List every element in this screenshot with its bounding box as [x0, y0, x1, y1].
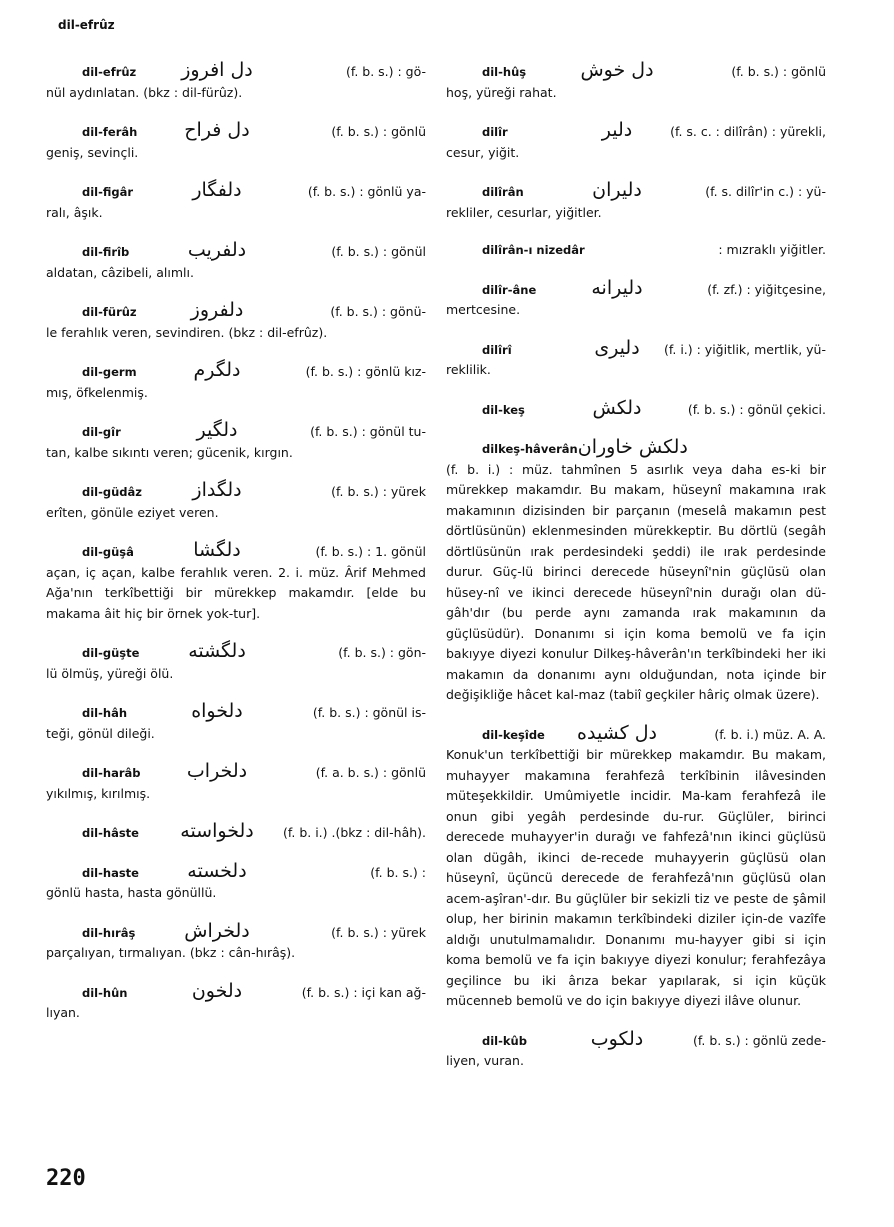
entry-first-line: [446, 278, 826, 301]
entry-first-line: [446, 723, 826, 746]
entry-grammar: (f. b. s.) : gönlü zede-: [693, 1032, 826, 1048]
entry-headword: dilîr: [482, 125, 508, 139]
dictionary-entry: [446, 120, 826, 163]
entry-first-line: [446, 60, 826, 83]
entry-grammar: (f. b. s.) : gönlü: [331, 124, 426, 139]
dictionary-entry: [446, 437, 826, 706]
dictionary-entry: [46, 641, 426, 684]
entry-grammar: (f. b. s.) : gönül is-: [312, 705, 426, 720]
entry-headword: dil-fürûz: [82, 305, 137, 319]
entry-first-line: [446, 398, 826, 421]
entry-definition: parçalıyan, tırmalıyan. (bkz : cân-hırâş).: [46, 945, 296, 960]
entry-headword: dil-güşte: [82, 646, 140, 660]
entry-definition: geniş, sevinçli.: [46, 144, 139, 160]
dictionary-entry: [46, 921, 426, 964]
entry-first-line: [46, 300, 426, 323]
entry-grammar: (f. b. s.) :: [370, 864, 426, 880]
entry-headword: dil-keş: [482, 402, 525, 417]
entry-headword: dilîrî: [482, 342, 512, 357]
dictionary-entry: [46, 120, 426, 163]
entry-arabic-script: دليرانه: [591, 276, 643, 299]
entry-definition: gönlü hasta, hasta gönüllü.: [46, 885, 217, 900]
entry-definition: lıyan.: [46, 1005, 80, 1020]
entry-headword: dil-harâb: [82, 766, 141, 780]
entry-arabic-script: دلگير: [196, 419, 238, 441]
entry-headword: dil-firîb: [82, 245, 130, 259]
entry-headword: dil-gîr: [82, 425, 121, 439]
entry-definition: ralı, âşık.: [46, 204, 103, 220]
entry-arabic-script: دلير: [601, 119, 633, 141]
entry-first-line: [446, 180, 826, 203]
dictionary-entry: [46, 540, 426, 624]
entry-grammar: (f. b. s.) : gönü-: [330, 304, 426, 319]
entry-arabic-script: دلگرم: [193, 359, 241, 381]
entry-headword: dil-hâste: [82, 826, 139, 840]
entry-first-line: [46, 240, 426, 263]
entry-headword: dil-hûş: [482, 65, 527, 79]
dictionary-entry: [46, 180, 426, 223]
entry-arabic-script: دلخسته: [187, 859, 247, 882]
entry-first-line: [46, 540, 426, 563]
entry-headword: dil-hâh: [82, 706, 128, 720]
entry-arabic-script: دل كشيده: [577, 721, 657, 744]
entry-arabic-script: دل افروز: [181, 59, 253, 81]
entry-grammar: (f. b. s.) : gönlü kız-: [305, 364, 426, 379]
entry-headword: dilîr-âne: [482, 282, 537, 297]
entry-grammar: (f. b. s.) : gön-: [338, 645, 426, 660]
dictionary-entry: [46, 761, 426, 804]
entry-definition: mış, öfkelenmiş.: [46, 384, 148, 400]
entry-definition: nül aydınlatan. (bkz : dil-fürûz).: [46, 84, 243, 100]
entry-definition: le ferahlık veren, sevindiren. (bkz : dil-efrûz).: [46, 324, 328, 340]
entry-grammar: (f. a. b. s.) : gönlü: [315, 765, 426, 780]
entry-first-line: [446, 1029, 826, 1052]
entry-first-line: [46, 861, 426, 884]
entry-definition: hoş, yüreği rahat.: [446, 84, 557, 100]
entry-headword: dil-keşîde: [482, 727, 545, 742]
entry-arabic-script: دلگشا: [193, 539, 241, 561]
entry-arabic-script: دلخراب: [186, 760, 248, 782]
entry-definition: cesur, yiğit.: [446, 144, 520, 160]
entry-grammar: (f. s. c. : dilîrân) : yürekli,: [670, 124, 826, 139]
entry-first-line: [46, 420, 426, 443]
entry-arabic-script: دلخون: [191, 979, 243, 1002]
entry-arabic-script: دلكوب: [590, 1027, 644, 1050]
entry-first-line: [46, 480, 426, 503]
entry-headword: dil-germ: [82, 365, 137, 379]
entry-definition: tan, kalbe sıkıntı veren; gücenik, kırgın.: [46, 444, 293, 460]
entry-definition: liyen, vuran.: [446, 1053, 524, 1068]
entry-arabic-script: دل خوش: [580, 59, 654, 81]
entry-first-line: [446, 338, 826, 361]
entry-grammar: (f. i.) : yiğitlik, mertlik, yü-: [664, 341, 826, 357]
entry-arabic-script: دلخواسته: [180, 820, 254, 842]
entry-grammar: (f. b. s.) : gönül tu-: [310, 424, 426, 439]
dictionary-entry: [46, 360, 426, 403]
entry-headword: dil-güşâ: [82, 545, 134, 559]
entry-headword: dil-efrûz: [82, 65, 137, 79]
left-column: [46, 60, 426, 1041]
entry-definition: Konuk'un terkîbettiği bir mürekkep makamdır. Bu makam, muhayyer makamına ferahfezâ terkîbinin ilâvesinden müteşekkildir. Umûmiyetle incidir. Ma-kam ferahfezâ ile onun gibi yegâh perdesinde du-rur. Güçlüler, birinci derecede muhayyer'in durağı ve fahfezâ'nın ikinci güçlüsü olan dügâh, ikinci de-recede muhayyerin güçlüsü olan hüseynî, üçüncü derecede de ferahfezâ'nın güçlüsü olan acem-aşîran'-dır. Bu güçlüler bir sekizli tiz ve peste de şâmil olup, her birinin makamın terkîbindeki diziler için-de vazîfe aldığı unutulmamalıdır. Donanımı mu-hayyer gibi si için koma bemolü ve fa için bakıyye diyezi konulur; ferahfezâya geçilince bu iki ârıza bekar yapılarak, si için küçük mücenneb bemolü ve do için bakıyye diyezi ilâve olunur.: [446, 747, 826, 1008]
entry-arabic-script: دل فراح: [184, 119, 250, 141]
entry-grammar: (f. b. i.) .(bkz : dil-hâh).: [283, 825, 426, 840]
dictionary-entry: [446, 180, 826, 223]
entry-headword: dil-güdâz: [82, 485, 142, 499]
entry-first-line: [446, 437, 826, 460]
dictionary-entry: [46, 300, 426, 343]
entry-headword: dil-hırâş: [82, 925, 136, 940]
entry-headword: dilkeş-hâverân: [482, 442, 578, 456]
entry-grammar: (f. b. s.) : gönlü: [731, 64, 826, 79]
dictionary-entry: [446, 398, 826, 421]
entry-arabic-script: دلگداز: [192, 479, 242, 501]
entry-arabic-script: دلكش خاوران: [577, 436, 688, 458]
entry-first-line: [46, 180, 426, 203]
entry-first-line: [46, 701, 426, 724]
entry-arabic-script: دلفريب: [187, 239, 247, 261]
dictionary-entry: [46, 240, 426, 283]
entry-arabic-script: دلفروز: [190, 299, 244, 321]
dictionary-entry: [46, 480, 426, 523]
entry-headword: dil-figâr: [82, 185, 134, 199]
entry-first-line: [446, 240, 826, 261]
entry-grammar: (f. b. s.) : içi kan ağ-: [301, 984, 426, 1000]
entry-definition: rekliler, cesurlar, yiğitler.: [446, 204, 602, 220]
dictionary-entry: [46, 861, 426, 904]
dictionary-entry: [446, 278, 826, 321]
entry-arabic-script: دلخواه: [191, 700, 243, 722]
entry-grammar: (f. b. s.) : gö-: [345, 64, 426, 79]
entry-grammar: (f. b. s.) : gönül çekici.: [687, 401, 826, 417]
entry-first-line: [46, 641, 426, 664]
dictionary-entry: [446, 1029, 826, 1072]
entry-first-line: [446, 120, 826, 143]
entry-arabic-script: دليران: [592, 179, 642, 201]
entry-headword: dilîrân-ı nizedâr: [482, 243, 585, 257]
entry-grammar: (f. b. s.) : yürek: [331, 484, 426, 499]
entry-definition: reklilik.: [446, 362, 491, 377]
entry-grammar: (f. b. s.) : gönül: [331, 244, 426, 259]
entry-arabic-script: دلكش: [592, 396, 642, 419]
dictionary-entry: [46, 60, 426, 103]
dictionary-entry: [446, 723, 826, 1012]
dictionary-entry: [446, 338, 826, 381]
entry-grammar: (f. s. dilîr'in c.) : yü-: [705, 184, 826, 199]
entry-definition: yıkılmış, kırılmış.: [46, 785, 151, 801]
entry-first-line: [46, 821, 426, 844]
entry-definition: erîten, gönüle eziyet veren.: [46, 504, 219, 520]
entry-headword: dil-ferâh: [82, 125, 138, 139]
entry-grammar: : mızraklı yiğitler.: [718, 242, 826, 257]
dictionary-entry: [46, 821, 426, 844]
right-column: [446, 60, 826, 1089]
running-head: dil-efrûz: [58, 18, 115, 32]
entry-first-line: [46, 921, 426, 944]
entry-headword: dil-haste: [82, 865, 139, 880]
entry-grammar: (f. zf.) : yiğitçesine,: [707, 281, 826, 297]
entry-definition: mertcesine.: [446, 302, 521, 317]
entry-first-line: [46, 120, 426, 143]
entry-first-line: [46, 761, 426, 784]
entry-headword: dilîrân: [482, 185, 524, 199]
entry-arabic-script: دلگشته: [188, 640, 246, 662]
entry-definition: (f. b. i.) : müz. tahmînen 5 asırlık veya daha es-ki bir mürekkep makamdır. Bu makam, hüseynî makamına ırak makamının dizisinden bir parçanın (meselâ makamın pest dörtlüsünün) eklenmesinden mürekkeptir. Bu dörtlü (segâh dörtlüsünün ırak perdesindeki şeddi) ile ırak perdesinde durur. Güç-lü birinci derecede hüseynî'nin güçlüsü olan hüsey-nî ve ikinci derecede hüseynî'nin durağı olan dü-gâh'dır (bu perde aynı zamanda ırak makamının da güçlüsüdür). Donanımı si için koma bemolü ve fa için bakıyye diyezi konulur Dilkeş-hâverân'ın terkîbindeki her iki makamın da donanımı aynı olduğundan, nota içinde bir değişikliğe hâcet kal-maz (tabiî geçkiler hâriç olmak üzere).: [446, 461, 826, 702]
entry-grammar: (f. b. s.) : yürek: [331, 924, 426, 940]
dictionary-entry: [46, 981, 426, 1024]
entry-arabic-script: دلفگار: [192, 179, 242, 201]
entry-definition: aldatan, câzibeli, alımlı.: [46, 264, 194, 280]
entry-headword: dil-hûn: [82, 985, 128, 1000]
entry-first-line: [46, 60, 426, 83]
entry-definition: teği, gönül dileği.: [46, 725, 155, 741]
dictionary-entry: [46, 420, 426, 463]
entry-definition: lü ölmüş, yüreği ölü.: [46, 665, 174, 681]
entry-grammar: (f. b. s.) : gönlü ya-: [307, 184, 426, 199]
entry-grammar: (f. b. i.) müz. A. A.: [714, 726, 826, 742]
dictionary-entry: [446, 60, 826, 103]
entry-definition: açan, iç açan, kalbe ferahlık veren. 2. i. müz. Ârif Mehmed Ağa'nın terkîbettiği bir mürekkep makamdır. [elde bu makama âit hiç bir örnek yok-tur].: [46, 564, 426, 621]
page-number: 220: [46, 1166, 86, 1191]
entry-first-line: [46, 981, 426, 1004]
entry-headword: dil-kûb: [482, 1033, 527, 1048]
dictionary-entry: [46, 701, 426, 744]
dictionary-entry: [446, 240, 826, 261]
entry-arabic-script: دلخراش: [184, 919, 250, 942]
entry-arabic-script: دليرى: [594, 336, 640, 359]
entry-grammar: (f. b. s.) : 1. gönül: [315, 544, 426, 559]
entry-first-line: [46, 360, 426, 383]
